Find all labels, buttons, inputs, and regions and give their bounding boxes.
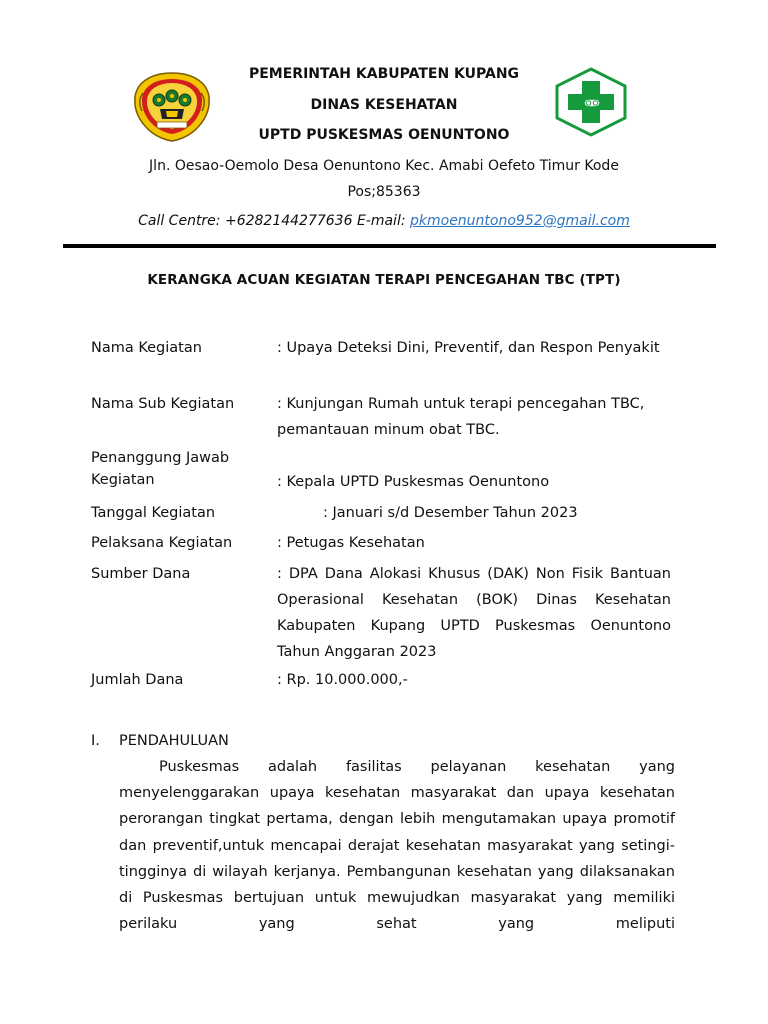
field-label-tanggal-kegiatan: Tanggal Kegiatan (91, 505, 216, 521)
field-label-sumber-dana: Sumber Dana (91, 566, 191, 582)
header-line-1: PEMERINTAH KABUPATEN KUPANG (248, 66, 520, 82)
field-label-penanggung-jawab: Penanggung Jawab Kegiatan (91, 450, 230, 488)
section-number: I. (91, 733, 100, 749)
contact-prefix: Call Centre: +6282144277636 E-mail: (138, 213, 410, 229)
field-label-pelaksana-kegiatan: Pelaksana Kegiatan (91, 535, 233, 551)
intro-paragraph: Puskesmas adalah fasilitas pelayanan kesehatan yang menyelenggarakan upaya kesehatan masyarakat dan upaya kesehatan perorangan tingkat pertama, dengan lebih mengutamakan upaya promotif dan preventif,untuk mencapai derajat kesehatan masyarakat yang setingi- tingginya di wilayah kerjanya. Pembangunan kesehatan yang dilaksanakan di Puskesmas bertujuan untuk mewujudkan masyarakat yang memiliki perilaku yang sehat yang meliputi (119, 759, 675, 933)
field-value-pelaksana-kegiatan: : Petugas Kesehatan (277, 535, 425, 551)
contact-line (0, 213, 768, 229)
field-label-nama-sub-kegiatan: Nama Sub Kegiatan (91, 396, 235, 412)
field-value-nama-sub-kegiatan: : Kunjungan Rumah untuk terapi pencegahan TBC, pemantauan minum obat TBC. (277, 396, 645, 438)
section-heading: PENDAHULUAN (119, 733, 229, 749)
field-value-nama-kegiatan: : Upaya Deteksi Dini, Preventif, dan Respon Penyakit (277, 340, 660, 356)
field-value-tanggal-kegiatan: : Januari s/d Desember Tahun 2023 (323, 505, 578, 521)
address-line-1: Jln. Oesao-Oemolo Desa Oenuntono Kec. Amabi Oefeto Timur Kode (149, 158, 619, 174)
field-value-jumlah-dana: : Rp. 10.000.000,- (277, 672, 408, 688)
field-label-jumlah-dana: Jumlah Dana (91, 672, 184, 688)
field-value-sumber-dana: : DPA Dana Alokasi Khusus (DAK) Non Fisik Bantuan Operasional Kesehatan (BOK) Dinas Kesehatan Kabupaten Kupang UPTD Puskesmas Oenuntono Tahun Anggaran 2023 (277, 566, 671, 660)
field-label-nama-kegiatan: Nama Kegiatan (91, 340, 202, 356)
puskesmas-logo-icon (554, 67, 628, 137)
header-line-3: UPTD PUSKESMAS OENUNTONO (258, 127, 510, 143)
address-line-2: Pos;85363 (347, 184, 421, 200)
email-link[interactable]: pkmoenuntono952@gmail.com (410, 213, 630, 229)
header-divider (63, 244, 716, 248)
document-title: KERANGKA ACUAN KEGIATAN TERAPI PENCEGAHAN TBC (TPT) (147, 272, 621, 288)
field-value-penanggung-jawab: : Kepala UPTD Puskesmas Oenuntono (277, 474, 550, 490)
header-line-2: DINAS KESEHATAN (310, 97, 458, 113)
